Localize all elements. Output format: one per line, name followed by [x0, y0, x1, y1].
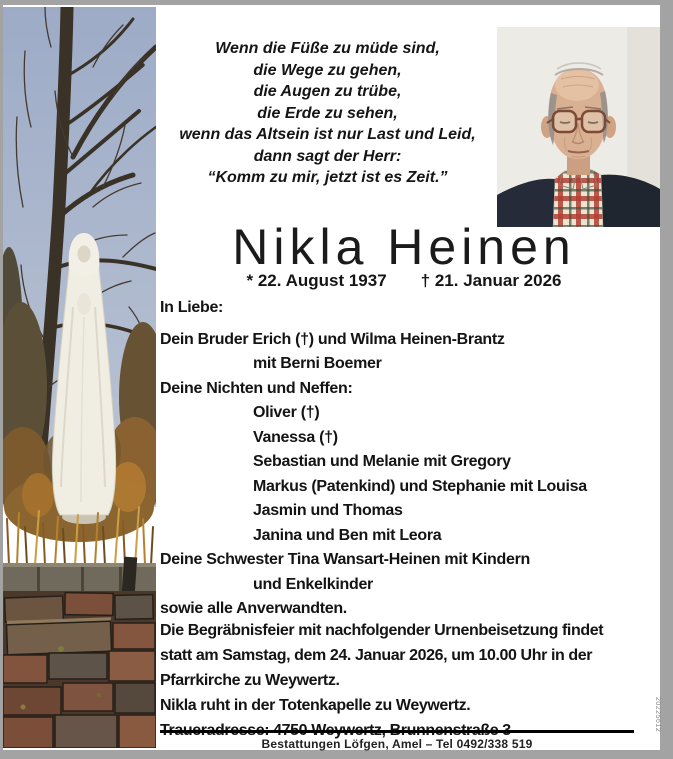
obituary-card	[3, 5, 660, 750]
poem	[155, 38, 500, 189]
stone-wall	[3, 591, 156, 748]
print-reference-code: 20225612	[654, 697, 661, 733]
announcement-line: Pfarrkirche zu Weywertz.	[160, 672, 340, 689]
announcement-line: statt am Samstag, dem 24. Januar 2026, um 10.00 Uhr in der	[160, 647, 593, 664]
niece-line: Vanessa (†)	[253, 428, 338, 446]
mourners-section	[160, 296, 662, 622]
niece-line: Jasmin und Thomas	[253, 502, 403, 519]
poem-line: die Wege zu gehen,	[253, 61, 402, 79]
poem-line: dann sagt der Herr:	[253, 147, 402, 165]
niece-line: Sebastian und Melanie mit Gregory	[253, 453, 511, 470]
death-date: † 21. Januar 2026	[420, 271, 562, 290]
sister-line: Deine Schwester Tina Wansart-Heinen mit Kindern	[160, 551, 530, 568]
niece-line: Oliver (†)	[253, 404, 320, 421]
deceased-name: Nikla Heinen	[232, 219, 576, 275]
sister-line-2: und Enkelkinder	[253, 575, 373, 593]
announcement-line: Die Begräbnisfeier mit nachfolgender Urnenbeisetzung findet	[160, 622, 604, 639]
funeral-details-section	[160, 618, 662, 743]
poem-line: die Erde zu sehen,	[257, 104, 398, 122]
brother-line: Dein Bruder Erich (†) und Wilma Heinen-Brantz	[160, 330, 505, 348]
mourners-intro: In Liebe:	[160, 299, 224, 316]
funeral-home-line: Bestattungen Löfgen, Amel – Tel 0492/338 519	[261, 737, 533, 751]
niece-line: Janina und Ben mit Leora	[253, 526, 442, 544]
life-dates	[158, 271, 650, 291]
birth-date: * 22. August 1937	[246, 271, 387, 290]
virgin-mary-statue-photo	[3, 7, 156, 748]
poem-line: “Komm zu mir, jetzt ist es Zeit.”	[207, 169, 448, 186]
resting-place-line: Nikla ruht in der Totenkapelle zu Weywertz.	[160, 697, 471, 714]
poem-line: die Augen zu trübe,	[253, 83, 402, 100]
poem-line: Wenn die Füße zu müde sind,	[215, 40, 440, 57]
niece-line: Markus (Patenkind) und Stephanie mit Louisa	[253, 477, 587, 495]
poem-line: wenn das Altsein ist nur Last und Leid,	[179, 126, 476, 143]
nieces-header: Deine Nichten und Neffen:	[160, 379, 353, 397]
footer-divider	[160, 730, 634, 733]
deceased-portrait-photo	[497, 27, 660, 227]
mourners-closing: sowie alle Anverwandten.	[160, 600, 347, 617]
plaid-shirt	[553, 167, 603, 227]
brother-line-2: mit Berni Boemer	[253, 355, 382, 372]
